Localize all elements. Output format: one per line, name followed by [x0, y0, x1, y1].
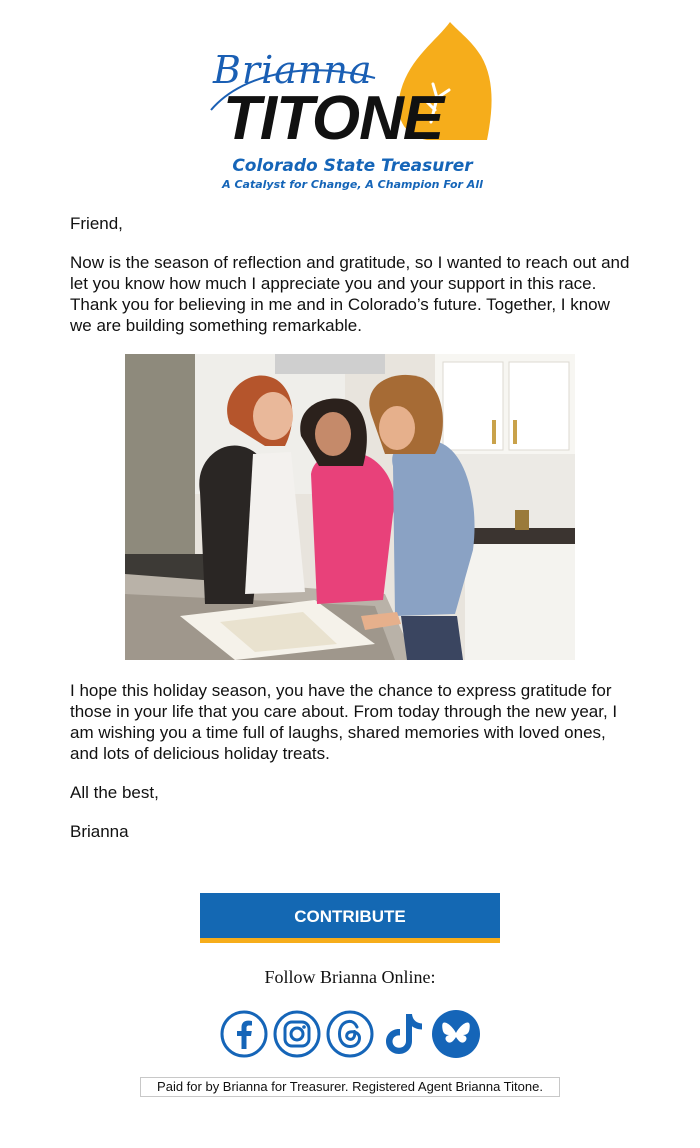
paragraph-holiday: I hope this holiday season, you have the chance to express gratitude for those in your life that you care about. From today through the new year, I am wishing you a time full of laughs, shared memories with loved ones, and lots of delicious holiday treats. — [70, 681, 618, 763]
campaign-photo — [125, 354, 575, 660]
contribute-button[interactable]: CONTRIBUTE — [200, 893, 500, 943]
instagram-icon[interactable] — [273, 1010, 321, 1058]
greeting: Friend, — [70, 214, 123, 233]
photo-three-people-icon — [125, 354, 575, 660]
closing: All the best, — [70, 783, 159, 802]
paid-for-disclaimer: Paid for by Brianna for Treasurer. Registered Agent Brianna Titone. — [140, 1077, 560, 1097]
logo-office: Colorado State Treasurer — [232, 156, 473, 176]
logo-first-name: Brianna — [213, 48, 373, 92]
campaign-logo — [205, 18, 500, 200]
logo-last-name: TITONE — [223, 84, 444, 153]
threads-icon[interactable] — [326, 1010, 374, 1058]
paragraph-intro: Now is the season of reflection and gratitude, so I wanted to reach out and let you know how much I appreciate you and your support in this race. Thank you for believing in me and in Colorado’s future. Together, I know we are building something remarkable. — [70, 253, 630, 335]
facebook-icon[interactable] — [220, 1010, 268, 1058]
signature: Brianna — [70, 822, 129, 841]
logo-tagline: A Catalyst for Change, A Champion For All — [222, 178, 483, 191]
follow-heading: Follow Brianna Online: — [264, 967, 436, 987]
bluesky-icon[interactable] — [432, 1010, 480, 1058]
tiktok-icon[interactable] — [379, 1010, 427, 1058]
